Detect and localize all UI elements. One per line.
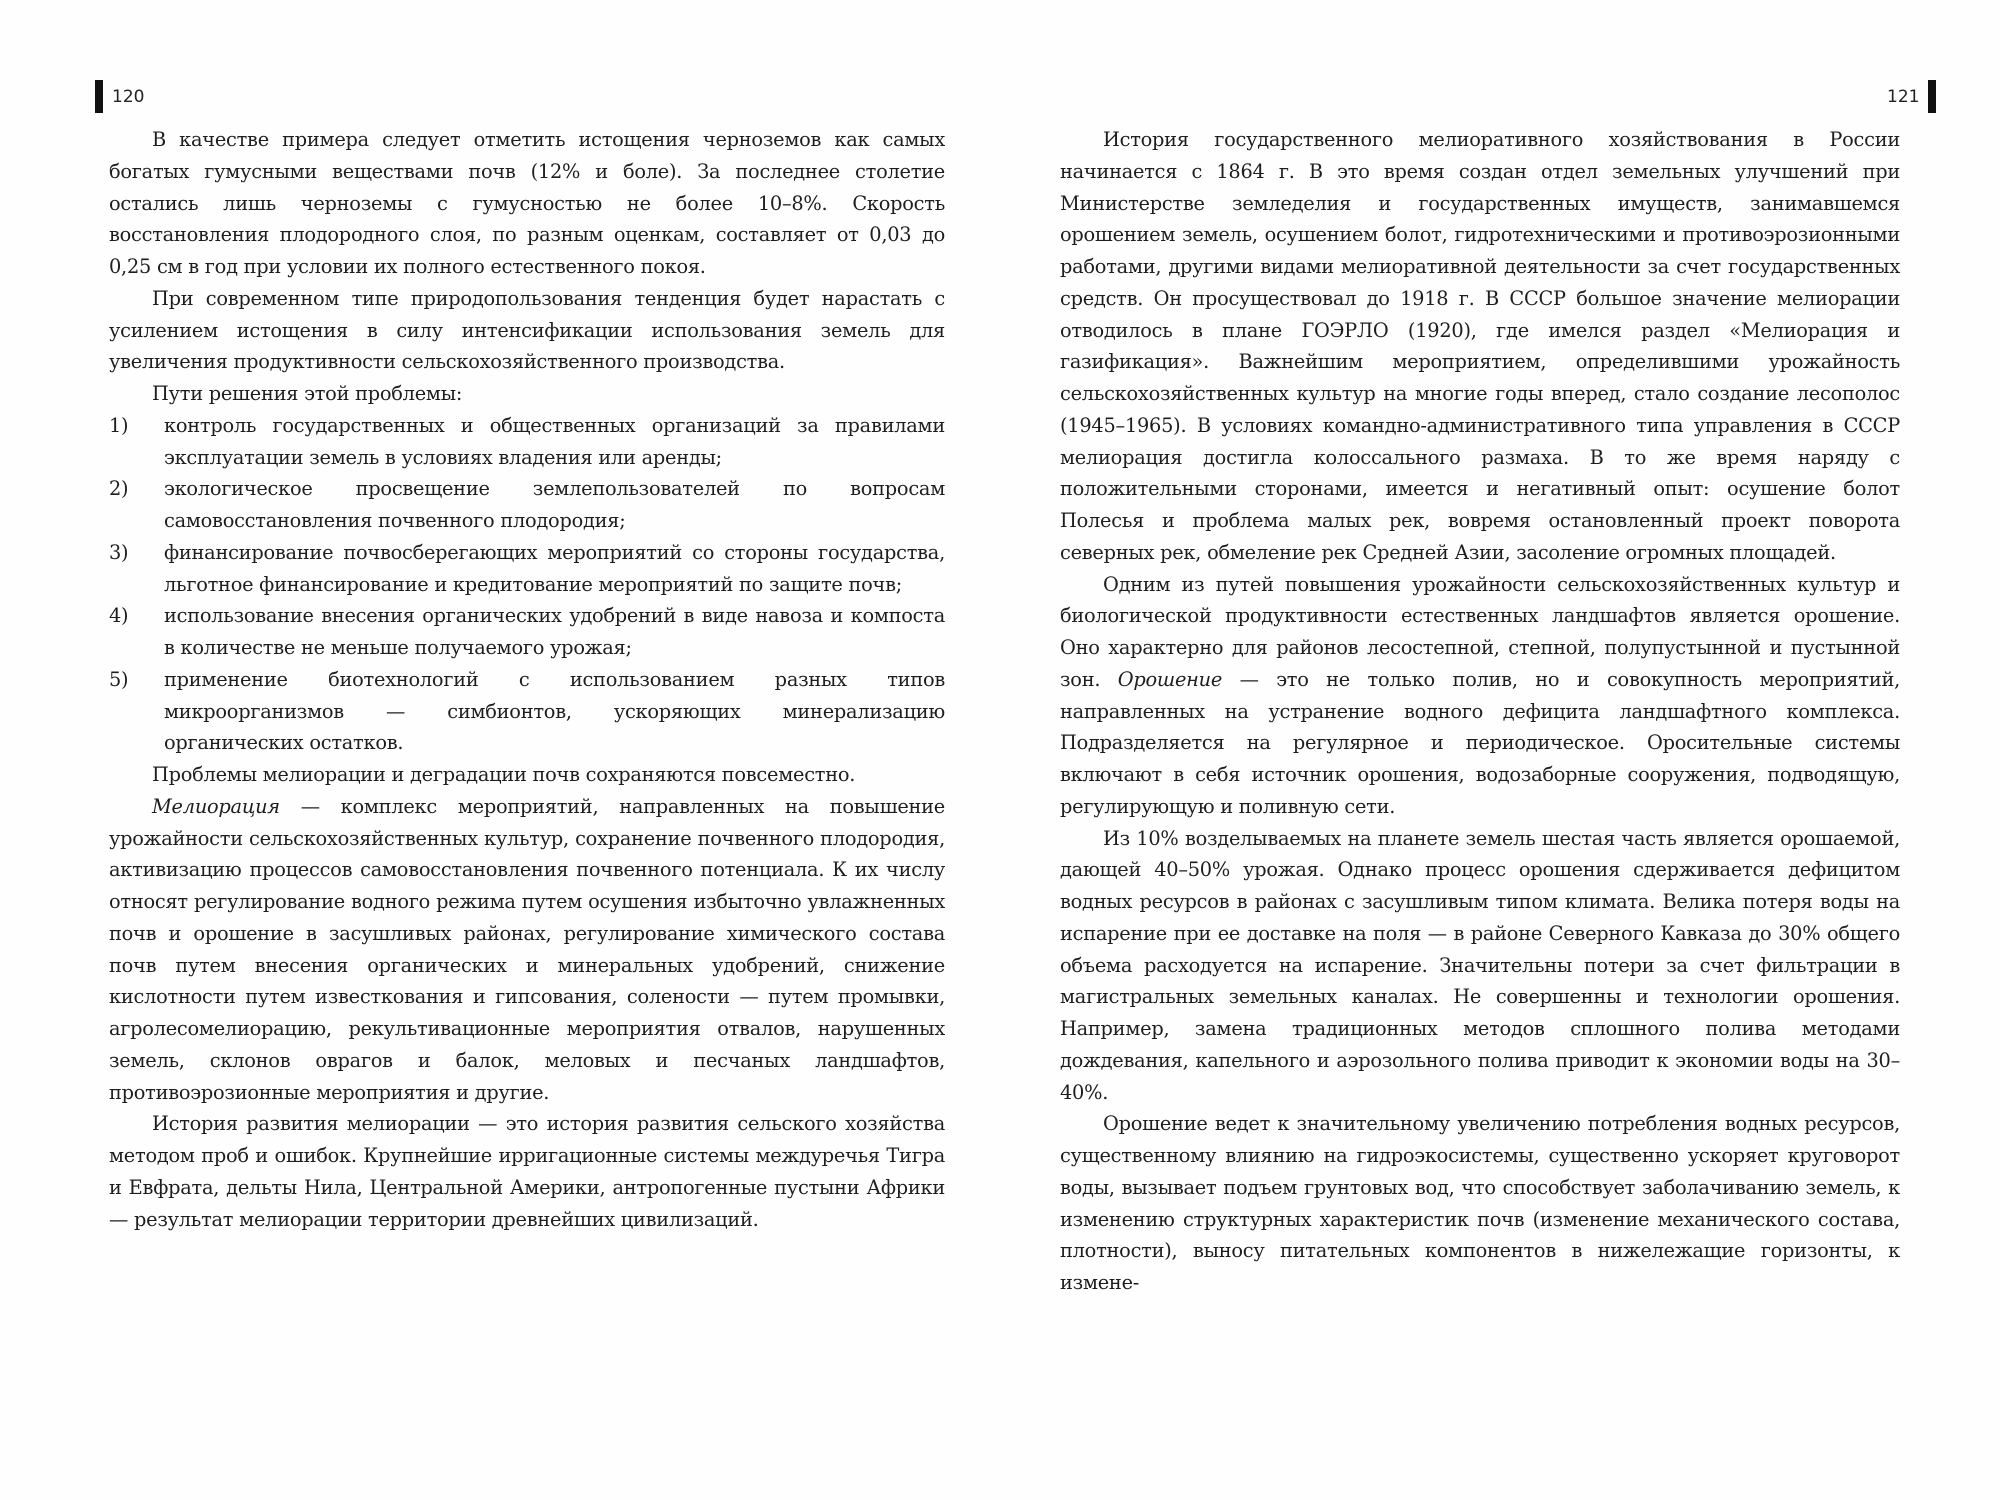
list-item-text: применение биотехнологий с использованием разных типов микроорганизмов — симбионтов, ускоряющих минерализацию органических остатков. (164, 667, 945, 755)
list-item-text: финансирование почвосберегающих мероприятий со стороны государства, льготное финансирование и кредитование мероприятий по защите почв; (164, 540, 945, 596)
list-marker: 1) (109, 413, 129, 437)
paragraph-irrigation (1060, 569, 1900, 823)
page-number-left (95, 80, 144, 113)
list-item (109, 410, 945, 474)
page-number-right (1887, 80, 1936, 113)
page-number: 120 (112, 86, 145, 107)
paragraph: История государственного мелиоративного хозяйствования в России начинается с 1864 г. В это время создан отдел земельных улучшений при Министерстве земледелия и государственных имуществ, занимавшемся орошением земель, осушением болот, гидротехническими и противоэрозионными работами, другими видами мелиоративной деятельности за счет государственных средств. Он просуществовал до 1918 г. В СССР большое значение мелиорации отводилось в плане ГОЭРЛО (1920), где имелся раздел «Мелиорация и газификация». Важнейшим мероприятием, определившими урожайность сельскохозяйственных культур на многие годы вперед, стало создание лесополос (1945–1965). В условиях командно-административного типа управления в СССР мелиорация достигла колоссального размаха. В то же время наряду с положительными сторонами, имеется и негативный опыт: осушение болот Полесья и проблема малых рек, вовремя остановленный проект поворота северных рек, обмеление рек Средней Азии, засоление огромных площадей. (1060, 128, 1900, 564)
page-number: 121 (1887, 86, 1920, 107)
list-item-text: использование внесения органических удобрений в виде навоза и компоста в количестве не меньше получаемого урожая; (164, 604, 945, 659)
definition-text: — комплекс мероприятий, направленных на повышение урожайности сельскохозяйственных культур, сохранение почвенного плодородия, активизацию процессов самовосстановления почвенного потенциала. К их числу относят регулирование водного режима путем осушения избыточно увлажненных почв и орошение в засушливых районах, регулирование химического состава почв путем внесения органических и минеральных удобрений, снижение кислотности путем известкования и гипсования, солености — путем промывки, агролесомелиорацию, рекультивационные мероприятия отвалов, нарушенных земель, склонов оврагов и балок, меловых и песчаных ландшафтов, противоэрозионные мероприятия и другие. (109, 794, 945, 1104)
paragraph: Из 10% возделываемых на планете земель шестая часть является орошаемой, дающей 40–50% урожая. Однако процесс орошения сдерживается дефицитом водных ресурсов в районах с засушливым типом климата. Велика потеря воды на испарение при ее доставке на поля — в районе Северного Кавказа до 30% общего объема расходуется на испарение. Значительны потери за счет фильтрации в магистральных земельных каналах. Не совершенны и технологии орошения. Например, замена традиционных методов сплошного полива методами дождевания, капельного и аэрозольного полива приводит к экономии воды на 30–40%. (1060, 826, 1900, 1104)
list-marker: 2) (109, 477, 129, 501)
definition-text: — это не только полив, но и совокупность мероприятий, направленных на устранение водного дефицита ландшафтного комплекса. Подразделяется на регулярное и периодическое. Оросительные системы включают в себя источник орошения, водозаборные сооружения, подводящую, регулирующую и поливную сети. (1060, 667, 1900, 818)
right-page-text (1060, 124, 1900, 1496)
list-marker: 4) (109, 604, 129, 628)
list-marker: 5) (109, 667, 129, 691)
term-irrigation: Орошение (1117, 667, 1223, 691)
paragraph-melioration (109, 791, 945, 1109)
term-melioration: Мелиорация (152, 794, 280, 818)
paragraph-text: Одним из путей повышения урожайности сельскохозяйственных культур и биологической продуктивности естественных ландшафтов является орошение. Оно характерно для районов лесостепной, степной, полупустынной и пустынной зон. (1060, 572, 1900, 691)
list-marker: 3) (109, 540, 129, 564)
paragraph: При современном типе природопользования тенденция будет нарастать с усилением истощения в силу интенсификации использования земель для увеличения продуктивности сельскохозяйственного производства. (109, 286, 945, 374)
list-item (109, 600, 945, 664)
list-item (109, 664, 945, 759)
list-item-text: экологическое просвещение землепользователей по вопросам самовосстановления почвенного плодородия; (164, 477, 945, 532)
folio-bar (1928, 80, 1936, 113)
paragraph: История развития мелиорации — это история развития сельского хозяйства методом проб и ошибок. Крупнейшие ирригационные системы междуречья Тигра и Евфрата, дельты Нила, Центральной Америки, антропогенные пустыни Африки — результат мелиорации территории древнейших цивилизаций. (109, 1112, 945, 1231)
folio-bar (95, 80, 103, 113)
paragraph: Орошение ведет к значительному увеличению потребления водных ресурсов, существенному влиянию на гидроэкосистемы, существенно ускоряет круговорот воды, вызывает подъем грунтовых вод, что способствует заболачиванию земель, к изменению структурных характеристик почв (изменение механического состава, плотности), выносу питательных компонентов в нижележащие горизонты, к измене- (1060, 1112, 1900, 1294)
paragraph: Проблемы мелиорации и деградации почв сохраняются повсеместно. (152, 763, 856, 786)
list-item (109, 473, 945, 537)
list-item (109, 537, 945, 601)
right-page (1000, 0, 2000, 1500)
paragraph: Пути решения этой проблемы: (152, 382, 463, 405)
list-item-text: контроль государственных и общественных организаций за правилами эксплуатации земель в условиях владения или аренды; (164, 413, 945, 469)
paragraph: В качестве примера следует отметить истощения черноземов как самых богатых гумусными веществами почв (12% и боле). За последнее столетие остались лишь черноземы с гумусностью не более 10–8%. Скорость восстановления плодородного слоя, по разным оценкам, составляет от 0,03 до 0,25 см в год при условии их полного естественного покоя. (109, 128, 945, 278)
solutions-list (109, 410, 945, 759)
left-page-text (109, 124, 945, 1496)
